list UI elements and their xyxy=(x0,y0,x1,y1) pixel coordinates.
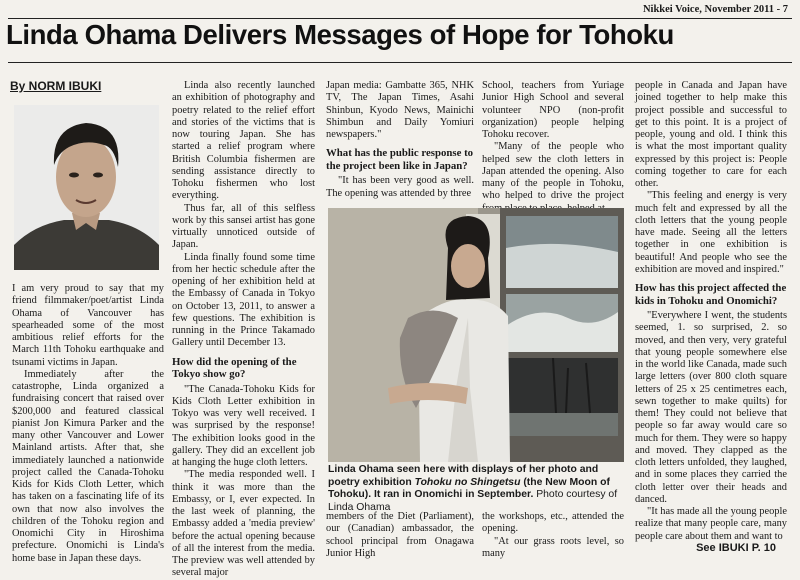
photo-credit: Photo courtesy of Linda Ohama xyxy=(328,489,618,513)
question-heading: How did the opening of the Tokyo show go? xyxy=(172,355,297,380)
column-3-bottom xyxy=(326,511,474,559)
paragraph: people in Canada and Japan have joined together to help make this project possible and successful to get to this point. It is a project of people, young and old. I think this is what the most important quality expressed by this project is: People coming together to care for each other. xyxy=(635,80,787,189)
paragraph: "This feeling and energy is very much felt and expressed by all the cloth letters that the young people have made. Seeing all the letters together in one exhibition is beautiful! And people who see the exhibition are moved and inspired." xyxy=(635,190,787,275)
paragraph: "The media responded well. I think it was more than the Embassy, or I, ever expected. In the last week of planning, the Embassy added a 'media preview' before the actual opening because of all the interest from the media. The preview was well attended by several major xyxy=(172,469,315,579)
paragraph: "At our grass roots level, so many xyxy=(482,535,624,559)
running-head: Nikkei Voice, November 2011 - 7 xyxy=(642,4,788,15)
exhibition-photo xyxy=(328,208,624,462)
column-1 xyxy=(12,283,164,564)
paragraph: "The Canada-Tohoku Kids for Kids Cloth Letter exhibition in Tokyo was very well received. I was surprised by the response! The exhibition looks good in the gallery. They did an excellent job at hanging the huge cloth letters. xyxy=(172,383,315,468)
column-5 xyxy=(635,80,787,542)
column-2 xyxy=(172,80,315,579)
caption-text: (the New Moon of Tohoku). It ran in Onomichi in September. xyxy=(328,476,610,501)
paragraph: School, teachers from Yuriage Junior High School and several volunteer NPO (non-profit organization) people helping Tohoku recover. xyxy=(482,80,624,140)
column-4-top xyxy=(482,80,624,208)
paragraph: I am very proud to say that my friend filmmaker/poet/artist Linda Ohama of Vancouver has spearheaded some of the most ambitious relief efforts for the March 11th Tohoku earthquake and tsunami victims in Japan. xyxy=(12,283,164,368)
paragraph: "It has been very good as well. The opening was attended by three xyxy=(326,175,474,199)
title-rule xyxy=(8,62,792,63)
paragraph: Linda also recently launched an exhibition of photography and poetry related to the relief effort and stories of the victims that is now touring Japan. She has started a relief program where British Columbia fishermen are sending assistance directly to Tohoku fishermen who lost everything. xyxy=(172,80,315,202)
continued-line: See IBUKI P. 10 xyxy=(696,542,776,554)
article-title: Linda Ohama Delivers Messages of Hope for Tohoku xyxy=(6,19,674,50)
question-heading: How has this project affected the kids in Tohoku and Onomichi? xyxy=(635,282,787,307)
caption-exhibition-title: Tohoku no Shingetsu xyxy=(414,476,521,488)
author-portrait xyxy=(14,105,159,270)
caption-text: Linda Ohama seen here with displays of her photo and poetry exhibition xyxy=(328,464,599,488)
column-4-bottom xyxy=(482,511,624,559)
paragraph: members of the Diet (Parliament), our (Canadian) ambassador, the school principal from Onagawa Junior High xyxy=(326,511,474,559)
photo-caption xyxy=(328,464,626,514)
paragraph: "Everywhere I went, the students seemed, 1. so surprised, 2. so moved, and then very, very grateful that young people somewhere else in the world like Canada, made such large letters (over 800 cloth square letters of 25 x 25 centimetres each, sewn together to make quilts) for them! They could not believe that people so far away would care so much for them. They were so happy and moved. They clapped as the cloth letters unfolded, they laughed, and in some places they carried the cloth letter over their heads and danced. xyxy=(635,310,787,505)
paragraph: Linda finally found some time from her hectic schedule after the opening of her exhibition held at the Embassy of Canada in Tokyo on October 13, 2011, to answer a few questions. The exhibition is running in the Prince Takamado Gallery until December 13. xyxy=(172,251,315,349)
paragraph: "Many of the people who helped sew the cloth letters in Japan attended the opening. Also many of the people in Tohoku, who helped to drive the project xyxy=(482,141,624,202)
byline: By NORM IBUKI xyxy=(10,79,102,93)
paragraph: Thus far, all of this selfless work by this sansei artist has gone virtually unnoticed outside of Japan. xyxy=(172,202,315,251)
column-3-top xyxy=(326,80,474,208)
paragraph: the workshops, etc., attended the opening. xyxy=(482,511,624,535)
question-heading: What has the public response to the project been like in Japan? xyxy=(326,147,474,172)
paragraph: Immediately after the catastrophe, Linda organized a fundraising concert that raised over $200,000 and featured classical pianist Jon Kimura Parker and the many other Vancouver and Lower Mainland artists. After that, she immediately launched a nationwide project called the Canada-Tohoku Kids for Kids Cloth Letter, which has taken on a fascinating life of its own that now also involves the children of the Tohoku region and Onomichi City in Hiroshima prefecture. Onomichi is Linda's home base in Japan these days. xyxy=(12,368,164,564)
paragraph: Japan media: Gambatte 365, NHK TV, The Japan Times, Asahi Shinbun, Kyodo News, Mainichi Shimbun and Daily Yomiuri newspapers." xyxy=(326,80,474,140)
paragraph: "It has made all the young people realize that many people care, many people care about them and want to xyxy=(635,506,787,542)
